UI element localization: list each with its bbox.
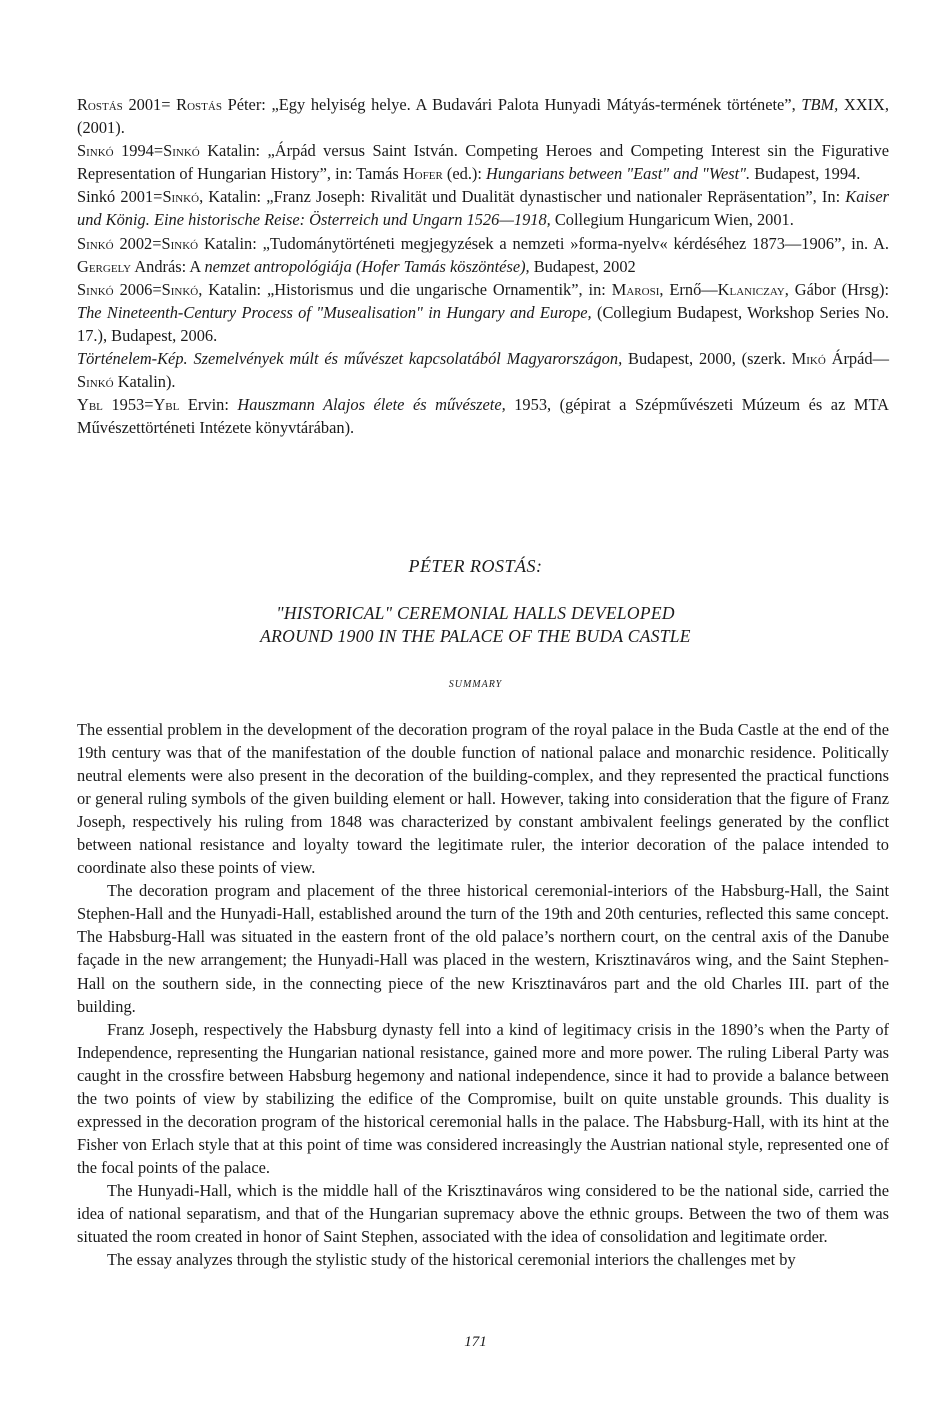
reference-entry: Történelem-Kép. Szemelvények múlt és művészet kapcsolatából Magyarországon, Budapest, 2000, (szerk. Mikó Árpád—Sinkó Katalin). bbox=[77, 349, 889, 392]
summary-heading: SUMMARY bbox=[448, 679, 503, 690]
article-title-line: AROUND 1900 IN THE PALACE OF THE BUDA CASTLE bbox=[260, 626, 691, 646]
reference-entry: Ybl 1953=Ybl Ervin: Hauszmann Alajos élete és művészete, 1953, (gépirat a Szépművészeti Múzeum és az MTA Művészettörténeti Intézete könyvtárában). bbox=[77, 395, 889, 438]
page-number: 171 bbox=[464, 1334, 487, 1350]
body-paragraph: The Hunyadi-Hall, which is the middle hall of the Krisztinaváros wing considered to be the national side, carried the idea of national separatism, and that of the Hungarian supremacy above the ethnic groups. Between the two of them was situated the room created in honor of Saint Stephen, associated with the idea of consolidation and legitimate order. bbox=[77, 1180, 889, 1247]
bibliography bbox=[77, 93, 889, 439]
reference-entry: Sinkó 2002=Sinkó Katalin: „Tudománytörténeti megjegyzések a nemzeti »forma-nyelv« kérdéséhez 1873—1906”, in. A. Gergely András: A nemzet antropológiája (Hofer Tamás köszöntése), Budapest, 2002 bbox=[77, 233, 889, 276]
body-paragraph: The decoration program and placement of the three historical ceremonial-interiors of the Habsburg-Hall, the Saint Stephen-Hall and the Hunyadi-Hall, established around the turn of the 19th and 20th centuries, reflected this same concept. The Habsburg-Hall was situated in the eastern front of the old palace’s northern court, on the central axis of the Danube façade in the new arrangement; the Hunyadi-Hall was placed in the western, Krisztinaváros wing, and the Saint Stephen-Hall on the southern side, in the connecting piece of the new Krisztinaváros part and the old Charles III. part of the building. bbox=[77, 881, 889, 1016]
body-paragraph: The essay analyzes through the stylistic study of the historical ceremonial interiors the challenges met by bbox=[107, 1250, 796, 1270]
reference-entry: Rostás 2001= Rostás Péter: „Egy helyiség helye. A Budavári Palota Hunyadi Mátyás-termének története”, TBM, XXIX, (2001). bbox=[77, 95, 889, 138]
body-paragraph: The essential problem in the development of the decoration program of the royal palace in the Buda Castle at the end of the 19th century was that of the manifestation of the double function of national palace and monarchic residence. Politically neutral elements were also present in the decoration of the building-complex, and they represented the practical functions or general ruling symbols of the given building element or hall. However, taking into consideration that the figure of Franz Joseph, respectively his ruling from 1848 was characterized by constant ambivalent feelings generated by the conflict between national resistance and loyalty toward the legitimate ruler, the interior decoration of the palace intended to coordinate also these points of view. bbox=[77, 720, 889, 878]
reference-entry: Sinkó 1994=Sinkó Katalin: „Árpád versus Saint István. Competing Heroes and Competing Interest sin the Figurative Representation of Hungarian History”, in: Tamás Hofer (ed.): Hungarians between "East" and "West". Budapest, 1994. bbox=[77, 141, 890, 184]
summary-body bbox=[77, 718, 889, 1271]
article-title-line: "HISTORICAL" CEREMONIAL HALLS DEVELOPED bbox=[276, 603, 675, 623]
reference-entry: Sinkó 2006=Sinkó, Katalin: „Historismus und die ungarische Ornamentik”, in: Marosi, Ernő—Klaniczay, Gábor (Hrsg): The Nineteenth-Century Process of "Musealisation" in Hungary and Europe, (Collegium Budapest, Workshop Series No. 17.), Budapest, 2006. bbox=[77, 279, 890, 345]
article-author: PÉTER ROSTÁS: bbox=[408, 556, 543, 576]
body-paragraph: Franz Joseph, respectively the Habsburg dynasty fell into a kind of legitimacy crisis in the 1890’s when the Party of Independence, representing the Hungarian national resistance, gained more and more power. The ruling Liberal Party was caught in the crossfire between Habsburg hegemony and national independence, since it had to provide a balance between the two points of view by stabilizing the edifice of the Compromise, built on quite unstable grounds. This duality is expressed in the decoration program of the historical ceremonial halls in the palace. The Habsburg-Hall, with its hint at the Fisher von Erlach style that at this point of time was considered increasingly the Austrian national style, represented one of the focal points of the palace. bbox=[77, 1019, 889, 1177]
article-title bbox=[0, 602, 951, 648]
reference-entry: Sinkó 2001=Sinkó, Katalin: „Franz Joseph: Rivalität und Dualität dynastischer und nationaler Repräsentation”, In: Kaiser und König. Eine historische Reise: Österreich und Ungarn 1526—1918, Collegium Hungaricum Wien, 2001. bbox=[77, 187, 889, 230]
